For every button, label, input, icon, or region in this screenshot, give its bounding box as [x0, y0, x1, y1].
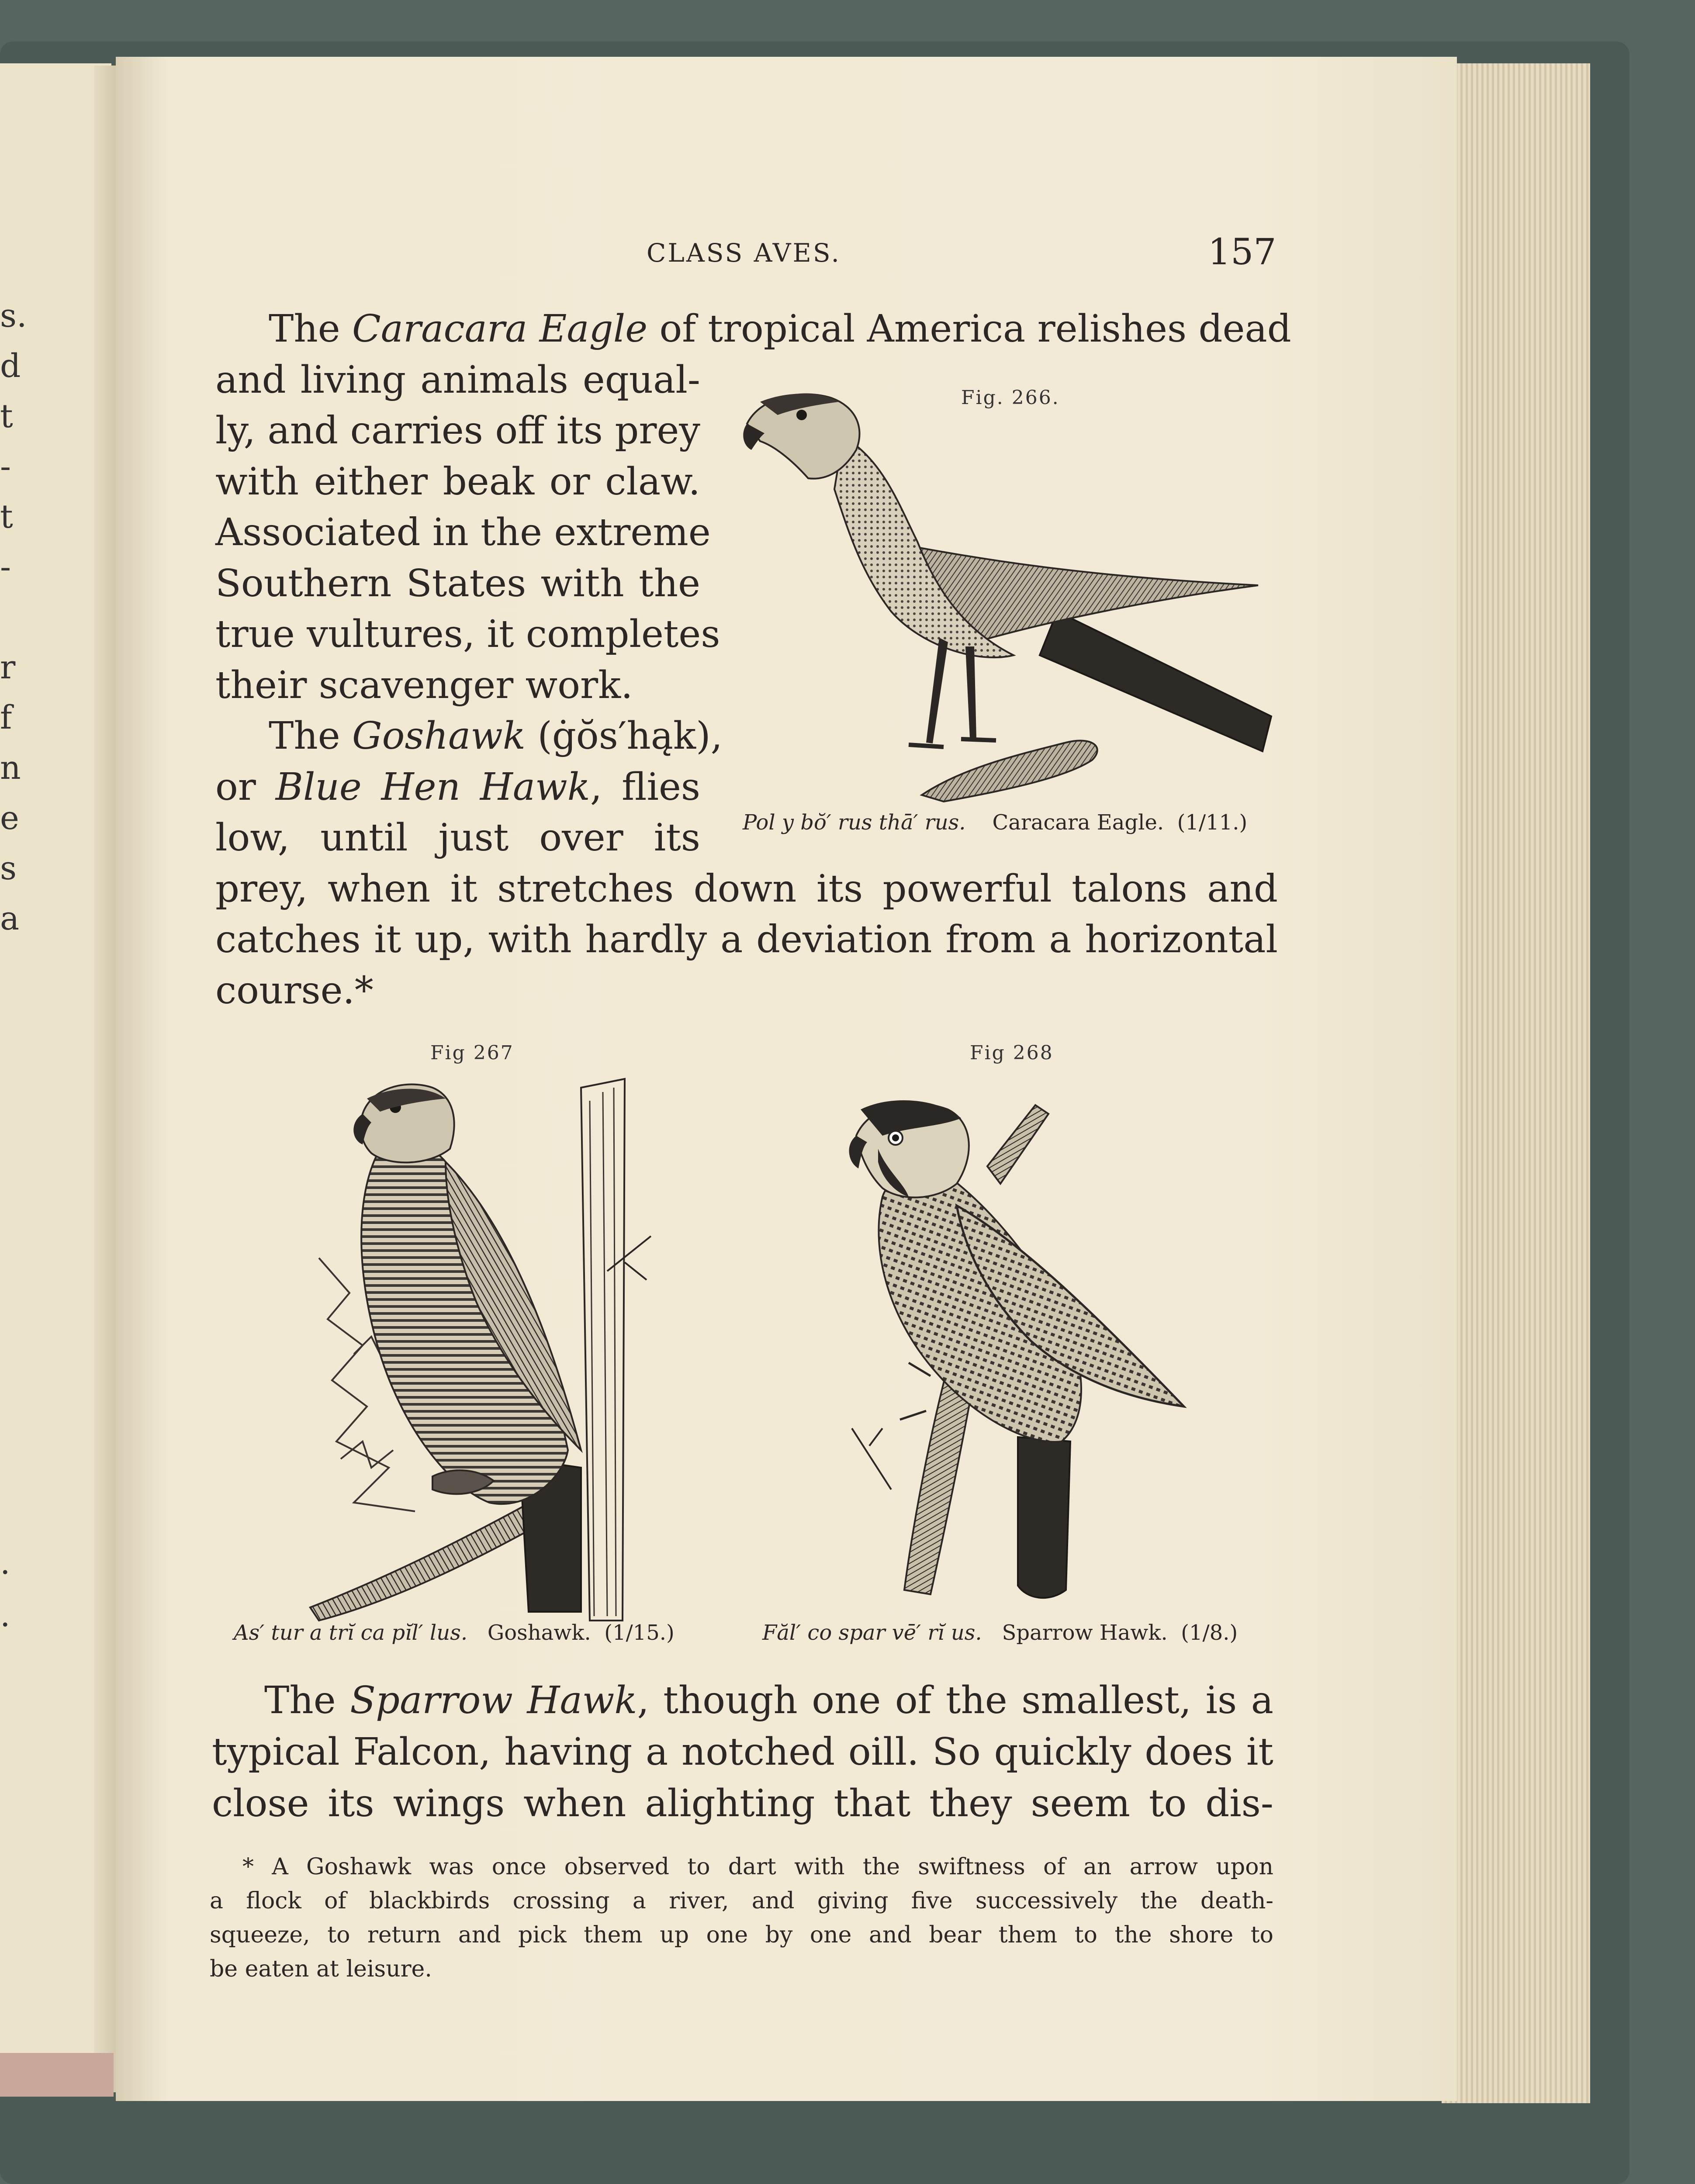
para3-line2: typical Falcon, having a notched oill. So quickly does it — [212, 1730, 1273, 1774]
left-fragment: s. — [0, 297, 27, 335]
footnote-line3: squeeze, to return and pick them up one by one and bear them to the shore to — [210, 1922, 1273, 1948]
term-blue-hen-hawk: Blue Hen Hawk — [275, 765, 590, 809]
scientific-name: Pol y bŏ′ rus thā′ rus. — [743, 810, 966, 835]
term-sparrow-hawk: Sparrow Hawk — [350, 1679, 637, 1722]
para2-line4: prey, when it stretches down its powerful talons and — [215, 867, 1278, 911]
goshawk-illustration — [301, 1075, 660, 1625]
left-fragment: r — [0, 649, 16, 686]
left-fragment: - — [0, 548, 11, 586]
common-name: Goshawk. — [487, 1621, 591, 1645]
footnote-line2: a flock of blackbirds crossing a river, and giving five successively the death- — [210, 1888, 1273, 1914]
fig267-label: Fig 267 — [430, 1042, 514, 1064]
para2-line2 — [215, 762, 700, 812]
pronunciation: (ġŏs′hąk), — [525, 714, 723, 758]
fig267-caption — [234, 1621, 675, 1645]
left-fragment: t — [0, 397, 13, 435]
text-run: or — [215, 765, 276, 809]
para1-line6: Southern States with the — [215, 562, 700, 605]
fig266-label: Fig. 266. — [961, 387, 1060, 409]
running-head: CLASS AVES. — [647, 238, 841, 268]
binding-cloth — [0, 2053, 114, 2097]
footnote-line1: * A Goshawk was once observed to dart with the swiftness of an arrow upon — [242, 1854, 1273, 1880]
text-run: The — [269, 714, 352, 758]
para1-line4: with either beak or claw. — [215, 460, 700, 504]
scientific-name: Făl′ co spar vē′ rĭ us. — [762, 1621, 982, 1645]
left-fragment: . — [0, 1544, 10, 1582]
para1-line5: Associated in the extreme — [215, 511, 711, 554]
sparrow-hawk-illustration — [843, 1096, 1193, 1612]
para1-line2: and living animals equal- — [215, 358, 700, 402]
text-run: The — [264, 1679, 350, 1722]
scale: (1/11.) — [1177, 810, 1248, 835]
term-goshawk: Goshawk — [352, 714, 526, 758]
left-fragment: s — [0, 850, 17, 887]
left-fragment: a — [0, 900, 20, 937]
fig268-caption — [762, 1621, 1238, 1645]
para1-line3: ly, and carries off its prey — [215, 409, 700, 453]
page-number: 157 — [1208, 232, 1276, 273]
scale: (1/8.) — [1181, 1621, 1238, 1645]
left-fragment: . — [0, 1597, 10, 1634]
para1-line1 — [269, 304, 1291, 354]
para2-line1 — [269, 711, 723, 761]
text-run: of tropical America relishes dead — [647, 307, 1291, 351]
para2-line6: course.* — [215, 969, 374, 1013]
footnote-line4: be eaten at leisure. — [210, 1956, 432, 1982]
left-fragment: d — [0, 347, 21, 385]
para1-line8: their scavenger work. — [215, 663, 633, 707]
term-caracara-eagle: Caracara Eagle — [352, 307, 648, 351]
para1-line7: true vultures, it completes — [215, 612, 720, 656]
left-fragment: n — [0, 749, 21, 787]
left-fragment: t — [0, 498, 13, 536]
common-name: Sparrow Hawk. — [1002, 1621, 1168, 1645]
scientific-name: As′ tur a trĭ ca pĭl′ lus. — [234, 1621, 468, 1645]
fig266-caption — [743, 810, 1247, 835]
page-edges — [1442, 63, 1590, 2103]
para2-line3: low, until just over its — [215, 816, 700, 860]
para2-line5: catches it up, with hardly a deviation from a horizontal — [215, 918, 1278, 961]
text-run: The — [269, 307, 352, 351]
left-fragment: - — [0, 448, 11, 485]
para3-line3: close its wings when alighting that they seem to dis- — [212, 1782, 1273, 1825]
common-name: Caracara Eagle. — [992, 810, 1164, 835]
text-run: , flies — [590, 765, 700, 809]
text-run: , though one of the smallest, is a — [637, 1679, 1273, 1722]
caracara-eagle-illustration — [734, 384, 1276, 804]
left-fragment: f — [0, 699, 12, 736]
left-fragment: e — [0, 799, 19, 837]
scale: (1/15.) — [604, 1621, 675, 1645]
para3-line1 — [264, 1675, 1273, 1726]
fig268-label: Fig 268 — [970, 1042, 1054, 1064]
